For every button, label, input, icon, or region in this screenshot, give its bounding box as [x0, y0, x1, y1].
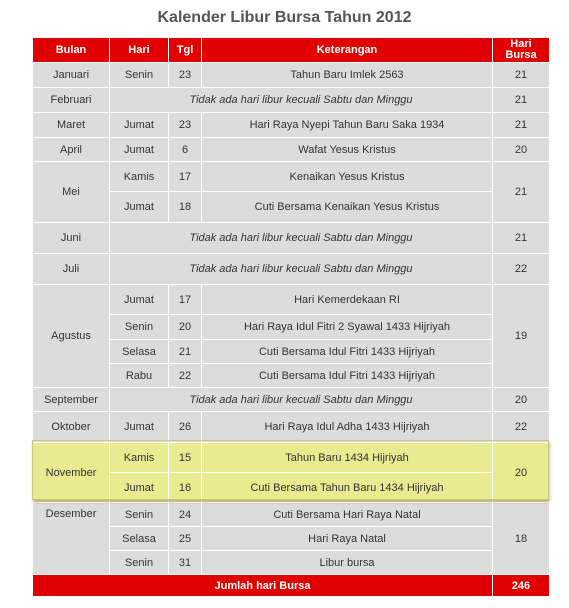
date-cell: 6	[169, 138, 202, 162]
table-row	[33, 412, 550, 443]
trading-days-cell: 21	[493, 162, 550, 223]
month-cell: Juni	[33, 223, 110, 254]
day-cell: Selasa	[110, 527, 169, 551]
day-cell: Rabu	[110, 364, 169, 388]
no-holiday-note: Tidak ada hari libur kecuali Sabtu dan Minggu	[110, 254, 493, 285]
description-cell: Tahun Baru 1434 Hijriyah	[202, 443, 493, 473]
header-hari-bursa	[493, 38, 550, 63]
total-value: 246	[493, 575, 550, 597]
date-cell: 22	[169, 364, 202, 388]
table-row	[33, 88, 550, 113]
day-cell: Jumat	[110, 113, 169, 138]
day-cell: Kamis	[110, 443, 169, 473]
day-cell: Senin	[110, 63, 169, 88]
table-row-highlighted	[33, 473, 550, 503]
table-row	[33, 63, 550, 88]
month-cell: Agustus	[33, 285, 110, 388]
date-cell: 26	[169, 412, 202, 443]
table-row	[33, 138, 550, 162]
date-cell: 17	[169, 162, 202, 192]
no-holiday-note: Tidak ada hari libur kecuali Sabtu dan Minggu	[110, 388, 493, 412]
table-row	[33, 162, 550, 192]
date-cell: 25	[169, 527, 202, 551]
trading-days-cell: 20	[493, 138, 550, 162]
table-row	[33, 388, 550, 412]
no-holiday-note: Tidak ada hari libur kecuali Sabtu dan Minggu	[110, 88, 493, 113]
description-cell: Wafat Yesus Kristus	[202, 138, 493, 162]
trading-days-cell: 20	[493, 388, 550, 412]
description-cell: Kenaikan Yesus Kristus	[202, 162, 493, 192]
month-cell: September	[33, 388, 110, 412]
table-row	[33, 192, 550, 223]
table-row	[33, 364, 550, 388]
month-cell: Mei	[33, 162, 110, 223]
day-cell: Senin	[110, 551, 169, 575]
table-row	[33, 527, 550, 551]
date-cell: 24	[169, 503, 202, 527]
description-cell: Hari Raya Nyepi Tahun Baru Saka 1934	[202, 113, 493, 138]
day-cell: Senin	[110, 503, 169, 527]
holiday-calendar-table	[32, 37, 550, 597]
trading-days-cell: 18	[493, 503, 550, 575]
description-cell: Hari Raya Natal	[202, 527, 493, 551]
header-hari: Hari	[110, 38, 169, 63]
month-cell: April	[33, 138, 110, 162]
trading-days-cell: 19	[493, 285, 550, 388]
trading-days-cell: 21	[493, 88, 550, 113]
date-cell: 23	[169, 63, 202, 88]
trading-days-cell: 21	[493, 223, 550, 254]
header-row	[33, 38, 550, 63]
trading-days-cell: 22	[493, 254, 550, 285]
header-tgl: Tgl	[169, 38, 202, 63]
description-cell: Hari Raya Idul Fitri 2 Syawal 1433 Hijriyah	[202, 315, 493, 340]
table-row	[33, 551, 550, 575]
description-cell: Cuti Bersama Kenaikan Yesus Kristus	[202, 192, 493, 223]
month-cell: November	[33, 443, 110, 503]
trading-days-cell: 21	[493, 63, 550, 88]
date-cell: 15	[169, 443, 202, 473]
description-cell: Tahun Baru Imlek 2563	[202, 63, 493, 88]
day-cell: Jumat	[110, 138, 169, 162]
date-cell: 31	[169, 551, 202, 575]
table-row-highlighted	[33, 443, 550, 473]
description-cell: Cuti Bersama Idul Fitri 1433 Hijriyah	[202, 340, 493, 364]
date-cell: 23	[169, 113, 202, 138]
day-cell: Kamis	[110, 162, 169, 192]
total-row	[33, 575, 550, 597]
day-cell: Jumat	[110, 192, 169, 223]
table-row	[33, 285, 550, 315]
table-row	[33, 223, 550, 254]
month-cell: Maret	[33, 113, 110, 138]
description-cell: Cuti Bersama Hari Raya Natal	[202, 503, 493, 527]
day-cell: Jumat	[110, 412, 169, 443]
description-cell: Hari Kemerdekaan RI	[202, 285, 493, 315]
day-cell: Jumat	[110, 473, 169, 503]
month-cell: Januari	[33, 63, 110, 88]
page-title: Kalender Libur Bursa Tahun 2012	[157, 9, 412, 26]
table-row	[33, 113, 550, 138]
description-cell: Libur bursa	[202, 551, 493, 575]
month-cell: Desember	[33, 503, 110, 575]
header-bulan: Bulan	[33, 38, 110, 63]
trading-days-cell: 22	[493, 412, 550, 443]
table-row	[33, 340, 550, 364]
description-cell: Cuti Bersama Idul Fitri 1433 Hijriyah	[202, 364, 493, 388]
table-row	[33, 315, 550, 340]
trading-days-cell: 20	[493, 443, 550, 503]
total-label: Jumlah hari Bursa	[33, 575, 493, 597]
trading-days-cell: 21	[493, 113, 550, 138]
date-cell: 21	[169, 340, 202, 364]
table-row	[33, 254, 550, 285]
description-cell: Hari Raya Idul Adha 1433 Hijriyah	[202, 412, 493, 443]
date-cell: 17	[169, 285, 202, 315]
month-cell: Oktober	[33, 412, 110, 443]
date-cell: 16	[169, 473, 202, 503]
date-cell: 20	[169, 315, 202, 340]
no-holiday-note: Tidak ada hari libur kecuali Sabtu dan Minggu	[110, 223, 493, 254]
month-cell: Februari	[33, 88, 110, 113]
day-cell: Jumat	[110, 285, 169, 315]
description-cell: Cuti Bersama Tahun Baru 1434 Hijriyah	[202, 473, 493, 503]
header-hari-bursa-line2: Bursa	[505, 49, 537, 61]
table-row	[33, 503, 550, 527]
day-cell: Senin	[110, 315, 169, 340]
header-hari-bursa-line1: Hari	[510, 38, 532, 50]
date-cell: 18	[169, 192, 202, 223]
header-keterangan: Keterangan	[202, 38, 493, 63]
month-cell: Juli	[33, 254, 110, 285]
day-cell: Selasa	[110, 340, 169, 364]
